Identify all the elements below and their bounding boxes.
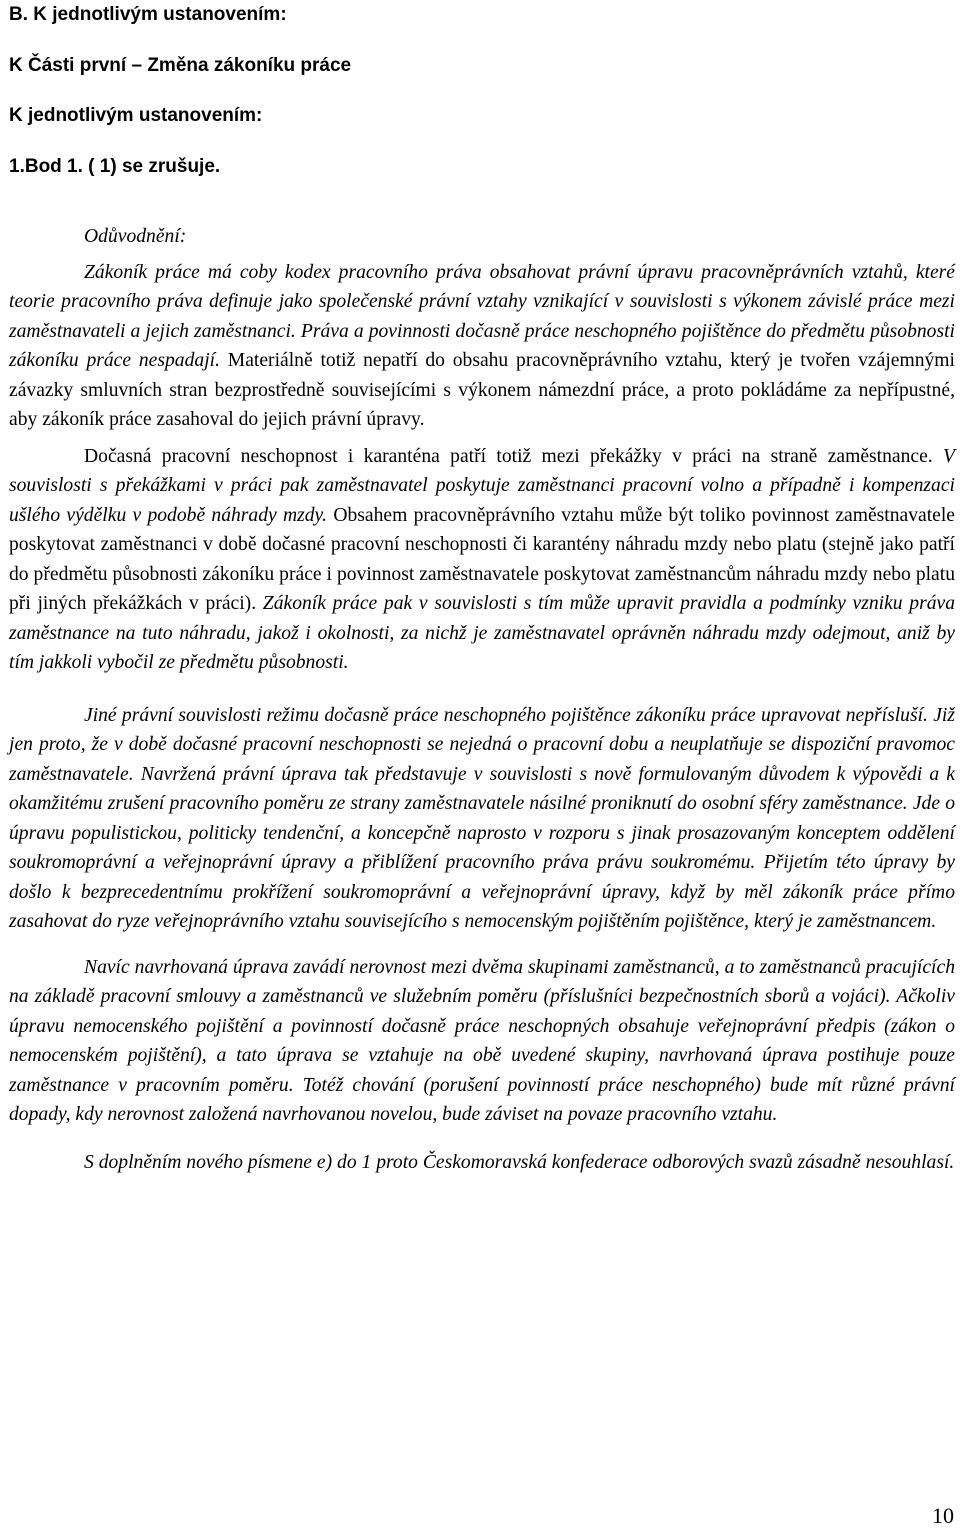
- subsection-heading: K jednotlivým ustanovením:: [9, 105, 263, 126]
- paragraph-2-normal-2: Obsahem pracovněprávního vztahu může být toliko povinnost zaměstnavatele poskytovat zaměstnanci v době dočasné pracovní neschopnosti či karantény náhradu mzdy nebo platu (stejně jako patří do předmětu působnosti zákoníku práce i povinnost zaměstnavatele poskytovat zaměstnancům náhradu mzdy nebo platu při jiných překážkách v práci).: [9, 504, 955, 614]
- paragraph-1-italic: Zákoník práce má coby kodex pracovního práva obsahovat právní úpravu pracovněprávních vztahů, které teorie pracovního práva definuje jako společenské právní vztahy vznikající v souvislosti s výkonem závislé práce mezi zaměstnavateli a jejich zaměstnanci. Práva a povinnosti dočasně práce neschopného pojištěnce do předmětu působnosti zákoníku práce nespadají.: [9, 261, 955, 371]
- paragraph-2-italic-2: Zákoník práce pak v souvislosti s tím může upravit pravidla a podmínky vzniku práva zaměstnance na tuto náhradu, jakož i okolnosti, za nichž je zaměstnavatel oprávněn náhradu mzdy odejmout, aniž by tím jakkoli vybočil ze předmětu působnosti.: [9, 593, 955, 673]
- justification-body: [9, 222, 955, 1177]
- paragraph-1: [9, 258, 955, 435]
- paragraph-2: [9, 442, 955, 678]
- section-heading: B. K jednotlivým ustanovením:: [9, 4, 287, 25]
- paragraph-2-italic-1: V souvislosti s překážkami v práci pak zaměstnavatel poskytuje zaměstnanci pracovní volno a případně i kompenzaci ušlého výdělku v podobě náhrady mzdy.: [9, 445, 955, 526]
- paragraph-5: S doplněním nového písmene e) do 1 proto Českomoravská konfederace odborových svazů zásadně nesouhlasí.: [84, 1151, 955, 1173]
- paragraph-2-normal-1: Dočasná pracovní neschopnost i karanténa patří totiž mezi překážky v práci na straně zaměstnance.: [84, 445, 933, 467]
- paragraph-1-normal: Materiálně totiž nepatří do obsahu pracovněprávního vztahu, který je tvořen vzájemnými závazky smluvních stran bezprostředně souvisejícími s výkonem námezdní práce, a proto pokládáme za nepřípustné, aby zákoník práce zasahoval do jejich právní úpravy.: [9, 350, 955, 430]
- part-heading: K Části první – Změna zákoníku práce: [9, 55, 352, 76]
- item-heading: 1.Bod 1. ( 1) se zrušuje.: [9, 156, 221, 177]
- justification-title: Odůvodnění:: [84, 226, 187, 247]
- paragraph-4: Navíc navrhovaná úprava zavádí nerovnost mezi dvěma skupinami zaměstnanců, a to zaměstnanců pracujících na základě pracovní smlouvy a zaměstnanců ve služebním poměru (příslušníci bezpečnostních sborů a vojáci). Ačkoliv úpravu nemocenského pojištění a povinností dočasně práce neschopných obsahuje veřejnoprávní předpis (zákon o nemocenském pojištění), a tato úprava se vztahuje na obě uvedené skupiny, navrhovaná úprava postihuje pouze zaměstnance v pracovním poměru. Totéž chování (porušení povinností práce neschopného) bude mít různé právní dopady, kdy nerovnost založená navrhovanou novelou, bude záviset na povaze pracovního vztahu.: [9, 956, 955, 1125]
- paragraph-3: Jiné právní souvislosti režimu dočasně práce neschopného pojištěnce zákoníku práce upravovat nepřísluší. Již jen proto, že v době dočasné pracovní neschopnosti se nejedná o pracovní dobu a neuplatňuje se dispoziční pravomoc zaměstnavatele. Navržená právní úprava tak představuje v souvislosti s nově formulovaným důvodem k výpovědi a k okamžitému zrušení pracovního poměru ze strany zaměstnavatele násilné proniknutí do osobní sféry zaměstnance. Jde o úpravu populistickou, politicky tendenční, a koncepčně naprosto v rozporu s jinak prosazovaným konceptem oddělení soukromoprávní a veřejnoprávní úpravy a přiblížení pracovního práva právu soukromému. Přijetím této úpravy by došlo k bezprecedentnímu prokřížení soukromoprávní a veřejnoprávní úpravy, když by měl zákoník práce přímo zasahovat do ryze veřejnoprávního vztahu souvisejícího s nemocenským pojištěním pojištěnce, který je zaměstnancem.: [9, 704, 955, 932]
- page-number: 10: [932, 1503, 954, 1528]
